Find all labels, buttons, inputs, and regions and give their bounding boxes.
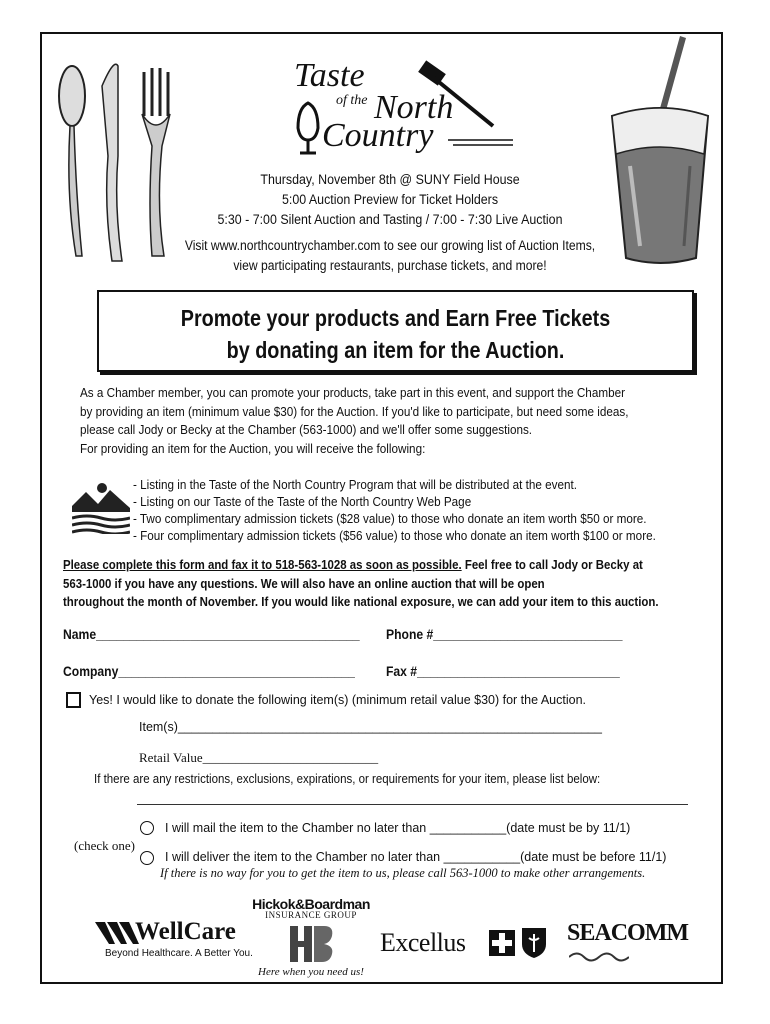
excellus-name: Excellus bbox=[380, 928, 466, 957]
svg-text:North: North bbox=[374, 89, 454, 126]
hb-monogram-icon bbox=[288, 924, 334, 964]
excellus-logo bbox=[380, 924, 555, 964]
fax-instruction: Please complete this form and fax it to 518-563-1028 as soon as possible. bbox=[63, 557, 462, 572]
visit-line-2: view participating restaurants, purchase tickets, and more! bbox=[233, 258, 547, 273]
wellcare-logo bbox=[95, 918, 253, 968]
taste-logo bbox=[288, 48, 518, 158]
check-one-label: (check one) bbox=[74, 838, 135, 853]
seacomm-logo bbox=[565, 918, 690, 968]
blue-cross-shield-icon bbox=[488, 926, 550, 958]
svg-text:of the: of the bbox=[336, 93, 368, 108]
benefit-item: - Listing on our Taste of the Taste of the North Country Web Page bbox=[133, 494, 472, 509]
hb-subtitle: INSURANCE GROUP bbox=[265, 910, 357, 920]
promo-headline-line-2: by donating an item for the Auction. bbox=[226, 337, 565, 363]
benefit-item: - Four complimentary admission tickets ($56 value) to those who donate an item worth $100 or more. bbox=[133, 528, 656, 543]
mail-option-radio[interactable] bbox=[140, 821, 154, 835]
arrangements-note: If there is no way for you to get the item to us, please call 563-1000 to make other arrangements. bbox=[160, 866, 646, 880]
wellcare-name: WellCare bbox=[135, 918, 236, 945]
deliver-option-label: I will deliver the item to the Chamber no later than ___________(date must be before 11/1) bbox=[165, 850, 667, 864]
event-schedule-line: 5:30 - 7:00 Silent Auction and Tasting / 7:00 - 7:30 Live Auction bbox=[217, 212, 563, 227]
instruction-text: 563-1000 if you have any questions. We will also have an online auction that will be open bbox=[63, 575, 545, 591]
event-details bbox=[169, 170, 611, 230]
restrictions-line[interactable] bbox=[137, 804, 688, 805]
fax-field[interactable]: Fax #______________________________ bbox=[386, 664, 620, 679]
mail-option-label: I will mail the item to the Chamber no later than ___________(date must be by 11/1) bbox=[165, 821, 631, 835]
visit-website-text bbox=[165, 236, 615, 276]
beer-glass-illustration bbox=[600, 36, 720, 270]
cutlery-illustration bbox=[52, 56, 182, 268]
phone-field[interactable]: Phone #____________________________ bbox=[386, 627, 623, 642]
hickok-boardman-logo bbox=[246, 896, 376, 984]
promo-headline-line-1: Promote your products and Earn Free Tickets bbox=[180, 305, 611, 331]
retail-value-field[interactable]: Retail Value___________________________ bbox=[139, 750, 379, 765]
donate-checkbox[interactable] bbox=[66, 692, 81, 708]
benefit-item: - Listing in the Taste of the North Country Program that will be distributed at the event. bbox=[133, 477, 577, 492]
items-field[interactable]: Item(s)_____________________________________________________________ bbox=[139, 720, 602, 734]
intro-line: As a Chamber member, you can promote your products, take part in this event, and support the Chamber bbox=[80, 385, 625, 400]
hb-tagline: Here when you need us! bbox=[258, 966, 364, 978]
deliver-option-radio[interactable] bbox=[140, 851, 154, 865]
wellcare-tagline: Beyond Healthcare. A Better You. bbox=[105, 948, 253, 959]
svg-text:Taste: Taste bbox=[294, 57, 365, 94]
event-preview-line: 5:00 Auction Preview for Ticket Holders bbox=[281, 192, 499, 207]
benefits-list bbox=[133, 476, 656, 544]
benefit-item: - Two complimentary admission tickets ($28 value) to those who donate an item worth $50 or more. bbox=[133, 511, 647, 526]
intro-paragraph bbox=[80, 384, 638, 458]
hb-name: Hickok&Boardman bbox=[252, 896, 370, 912]
restrictions-prompt: If there are any restrictions, exclusions, expirations, or requirements for your item, please list below: bbox=[94, 772, 601, 786]
company-field[interactable]: Company___________________________________ bbox=[63, 664, 355, 679]
event-date-line: Thursday, November 8th @ SUNY Field House bbox=[260, 172, 520, 187]
svg-text:Country: Country bbox=[322, 117, 434, 154]
seacomm-name: SEACOMM bbox=[567, 920, 688, 946]
visit-line-1: Visit www.northcountrychamber.com to see our growing list of Auction Items, bbox=[184, 238, 596, 253]
mountain-logo-icon bbox=[72, 478, 130, 534]
donate-checkbox-label: Yes! I would like to donate the following item(s) (minimum retail value $30) for the Auction. bbox=[89, 693, 587, 707]
intro-line: For providing an item for the Auction, you will receive the following: bbox=[80, 440, 426, 456]
wave-icon bbox=[569, 950, 629, 964]
instruction-text: Feel free to call Jody or Becky at bbox=[461, 557, 643, 572]
instruction-text: throughout the month of November. If you would like national exposure, we can add your item to this auction. bbox=[63, 594, 659, 609]
name-field[interactable]: Name_______________________________________ bbox=[63, 627, 360, 642]
instructions-paragraph bbox=[63, 556, 659, 612]
intro-line: by providing an item (minimum value $30) for the Auction. If you'd like to participate, but need some ideas, bbox=[80, 403, 629, 419]
promo-headline-box bbox=[97, 290, 694, 372]
intro-line: please call Jody or Becky at the Chamber (563-1000) and we'll offer some suggestions. bbox=[80, 422, 533, 437]
